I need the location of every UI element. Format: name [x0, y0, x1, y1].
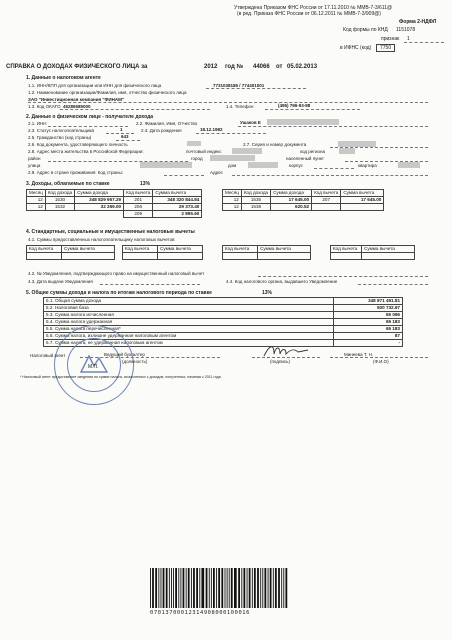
agent-label: Налоговый агент — [30, 353, 66, 358]
name-caption: (Ф.И.О) — [373, 359, 389, 364]
deductions-table-1: Код вычета Сумма вычета — [26, 245, 115, 260]
deductions-table-4: Код вычета Сумма вычета — [330, 245, 415, 260]
income-table-left — [26, 189, 202, 218]
table-row: 5.7. Сумма налога, не удержанная налоговым агентом - — [44, 340, 403, 347]
col-month: Месяц — [27, 190, 46, 197]
section4-sub: 4.1. Суммы предоставленных налогоплательщику налоговых вычетов — [28, 237, 175, 242]
fio-value: Ушаков Е — [240, 120, 261, 125]
col-income-code: Код дохода — [241, 190, 270, 197]
apartment-label: квартира — [358, 163, 377, 168]
col-deduction-code: Код вычета — [312, 190, 341, 197]
notice-date-label: 4.3. Дата выдачи Уведомления — [28, 279, 93, 284]
address-label: 2.8. Адрес места жительства в Российской Федерации: — [28, 149, 144, 154]
certificate-year: 2012 — [204, 64, 218, 70]
agent-position: Ведущий бухгалтер — [104, 352, 145, 357]
redacted-apartment — [398, 162, 420, 168]
section3-heading: 3. Доходы, облагаемые по ставке — [26, 181, 110, 187]
phone-value: (495) 796-93-88 — [278, 103, 311, 108]
person-inn-label: 2.1. ИНН — [28, 121, 47, 126]
table-row: 5.6. Сумма налога, излишне удержанная налоговым агентом 87 — [44, 333, 403, 340]
birthdate-label: 2.4. Дата рождения — [141, 128, 182, 133]
abroad-label: 2.9. Адрес в стране проживания: Код страны: — [28, 170, 123, 175]
certificate-title: СПРАВКА О ДОХОДАХ ФИЗИЧЕСКОГО ЛИЦА за — [6, 64, 148, 70]
section3-rate: 13% — [140, 181, 151, 187]
barcode-digits: 07013700012314908000100016 — [150, 610, 250, 616]
col-deduction-code: Код вычета — [124, 190, 153, 197]
section4-heading: 4. Стандартные, социальные и имущественные налоговые вычеты — [26, 229, 195, 235]
knd-value: 1151078 — [396, 27, 416, 33]
region-label: код региона — [300, 149, 325, 154]
approved-line-2: (в ред. Приказа ФНС России от 06.12.2011 № ММВ-7-3/909@) — [237, 11, 381, 17]
section1-heading: 1. Данные о налоговом агенте — [26, 75, 101, 81]
approved-line-1: Утверждена Приказом ФНС России от 17.11.2010 № ММВ-7-3/611@ — [234, 5, 393, 11]
notice-label: 4.2. № Уведомления, подтверждающего право на имущественный налоговый вычет — [28, 271, 205, 276]
form-name: Форма 2-НДФЛ — [399, 19, 437, 25]
sign-caption: (подпись) — [270, 359, 291, 364]
section5-rate: 13% — [262, 290, 273, 296]
redacted-city — [210, 155, 255, 161]
certificate-from: от — [276, 64, 283, 70]
certificate-date: 05.02.2013 — [287, 64, 318, 70]
agent-inn-value: 7731038186 / 774401001 — [213, 83, 265, 88]
table-row: 5.2. Налоговая база 500 732.97 — [44, 305, 403, 312]
phone-label: 1.4. Телефон — [226, 104, 254, 109]
knd-label: Код формы по КНД — [343, 27, 388, 33]
col-month: Месяц — [223, 190, 242, 197]
deductions-table-2: Код вычета Сумма вычета — [122, 245, 203, 260]
status-label: 2.3. Статус налогоплательщика — [28, 128, 95, 133]
signer-name: Минеева Т. Н. — [344, 352, 374, 357]
ifns-issued-label: 4.4. Код налогового органа, выдавшего Уведомление — [226, 279, 338, 284]
table-row: 5.4. Сумма налога удержанная 65 183 — [44, 319, 403, 326]
barcode — [148, 568, 312, 608]
mp-mark: М.П. — [88, 364, 99, 370]
table-row: 5.3. Сумма налога исчисленная 65 096 — [44, 312, 403, 319]
abroad-address-label: Адрес — [210, 170, 223, 175]
priznak-label: признак — [381, 36, 400, 42]
position-caption: (должность) — [122, 359, 148, 364]
col-deduction-sum: Сумма вычета — [153, 190, 202, 197]
redacted-doc-code — [187, 141, 201, 146]
col-income-code: Код дохода — [45, 190, 74, 197]
district-label: район — [28, 156, 41, 161]
table-row: 209 2 895.60 — [27, 211, 202, 218]
status-value: 1 — [120, 127, 123, 132]
city-label: город — [191, 156, 203, 161]
citizenship-value: 643 — [121, 134, 129, 139]
col-deduction-sum: Сумма вычета — [341, 190, 384, 197]
section2-heading: 2. Данные о физическом лице - получателе дохода — [26, 114, 154, 120]
postal-label: почтовый индекс — [186, 149, 222, 154]
ifns-label: в ИФНС (код) — [340, 45, 372, 51]
citizenship-label: 2.5. Гражданство (код страны) — [28, 135, 92, 140]
col-income-sum: Сумма дохода — [271, 190, 312, 197]
table-row: 5.5. Сумма налога перечисленная* 65 183 — [44, 326, 403, 333]
redacted-house — [248, 162, 278, 168]
income-table-right — [222, 189, 384, 211]
agent-name-value: ЗАО "Инвестиционная компания "ФИНАМ" — [28, 97, 124, 102]
redacted-fio — [267, 119, 339, 125]
building-label: корпус — [289, 163, 303, 168]
certificate-number: 44066 — [253, 64, 270, 70]
agent-inn-label: 1.1. ИНН/КПП для организации или ИНН для физического лица — [28, 83, 162, 88]
table-row: 12 1538 620.52 — [223, 204, 384, 211]
okato-value: 45286585000 — [63, 104, 91, 109]
house-label: дом — [228, 163, 237, 168]
redacted-region — [339, 148, 355, 154]
priznak-value: 1 — [407, 36, 410, 42]
fio-label: 2.2. Фамилия, Имя, Отчество — [136, 121, 198, 126]
certificate-year-word: год № — [225, 64, 244, 70]
section5-heading: 5. Общие суммы дохода и налога по итогам налогового периода по ставке — [26, 290, 212, 296]
redacted-street — [140, 162, 192, 168]
okato-label: 1.3. Код ОКАТО — [28, 104, 61, 109]
doc-series-label: 2.7. Серия и номер документа — [243, 142, 307, 147]
table-row: 12 1535 17 645.00 207 17 645.00 — [223, 197, 384, 204]
table-row: 12 1532 32 269.00 206 29 373.40 — [27, 204, 202, 211]
col-income-sum: Сумма дохода — [75, 190, 124, 197]
footnote: * Налоговый агент предоставляет сведения по сумме налога, исчисленных с доходов, полученных, начиная с 2011 года — [20, 375, 221, 379]
redacted-postal — [232, 148, 262, 154]
table-row: 5.1. Общая сумма дохода 348 871 491.81 — [44, 298, 403, 305]
doc-code-label: 2.6. Код документа, удостоверяющего личность — [28, 142, 128, 147]
locality-label: населенный пункт — [286, 156, 324, 161]
agent-name-label: 1.2. Наименование организации/Фамилия, имя, отчество физического лица — [28, 90, 187, 95]
deductions-table-3: Код вычета Сумма вычета — [222, 245, 311, 260]
table-row: 12 1530 348 829 957.29 201 348 320 844.84 — [27, 197, 202, 204]
street-label: улица — [28, 163, 41, 168]
birthdate-value: 18.12.1982 — [200, 127, 223, 132]
ifns-value: 7750 — [376, 44, 395, 52]
